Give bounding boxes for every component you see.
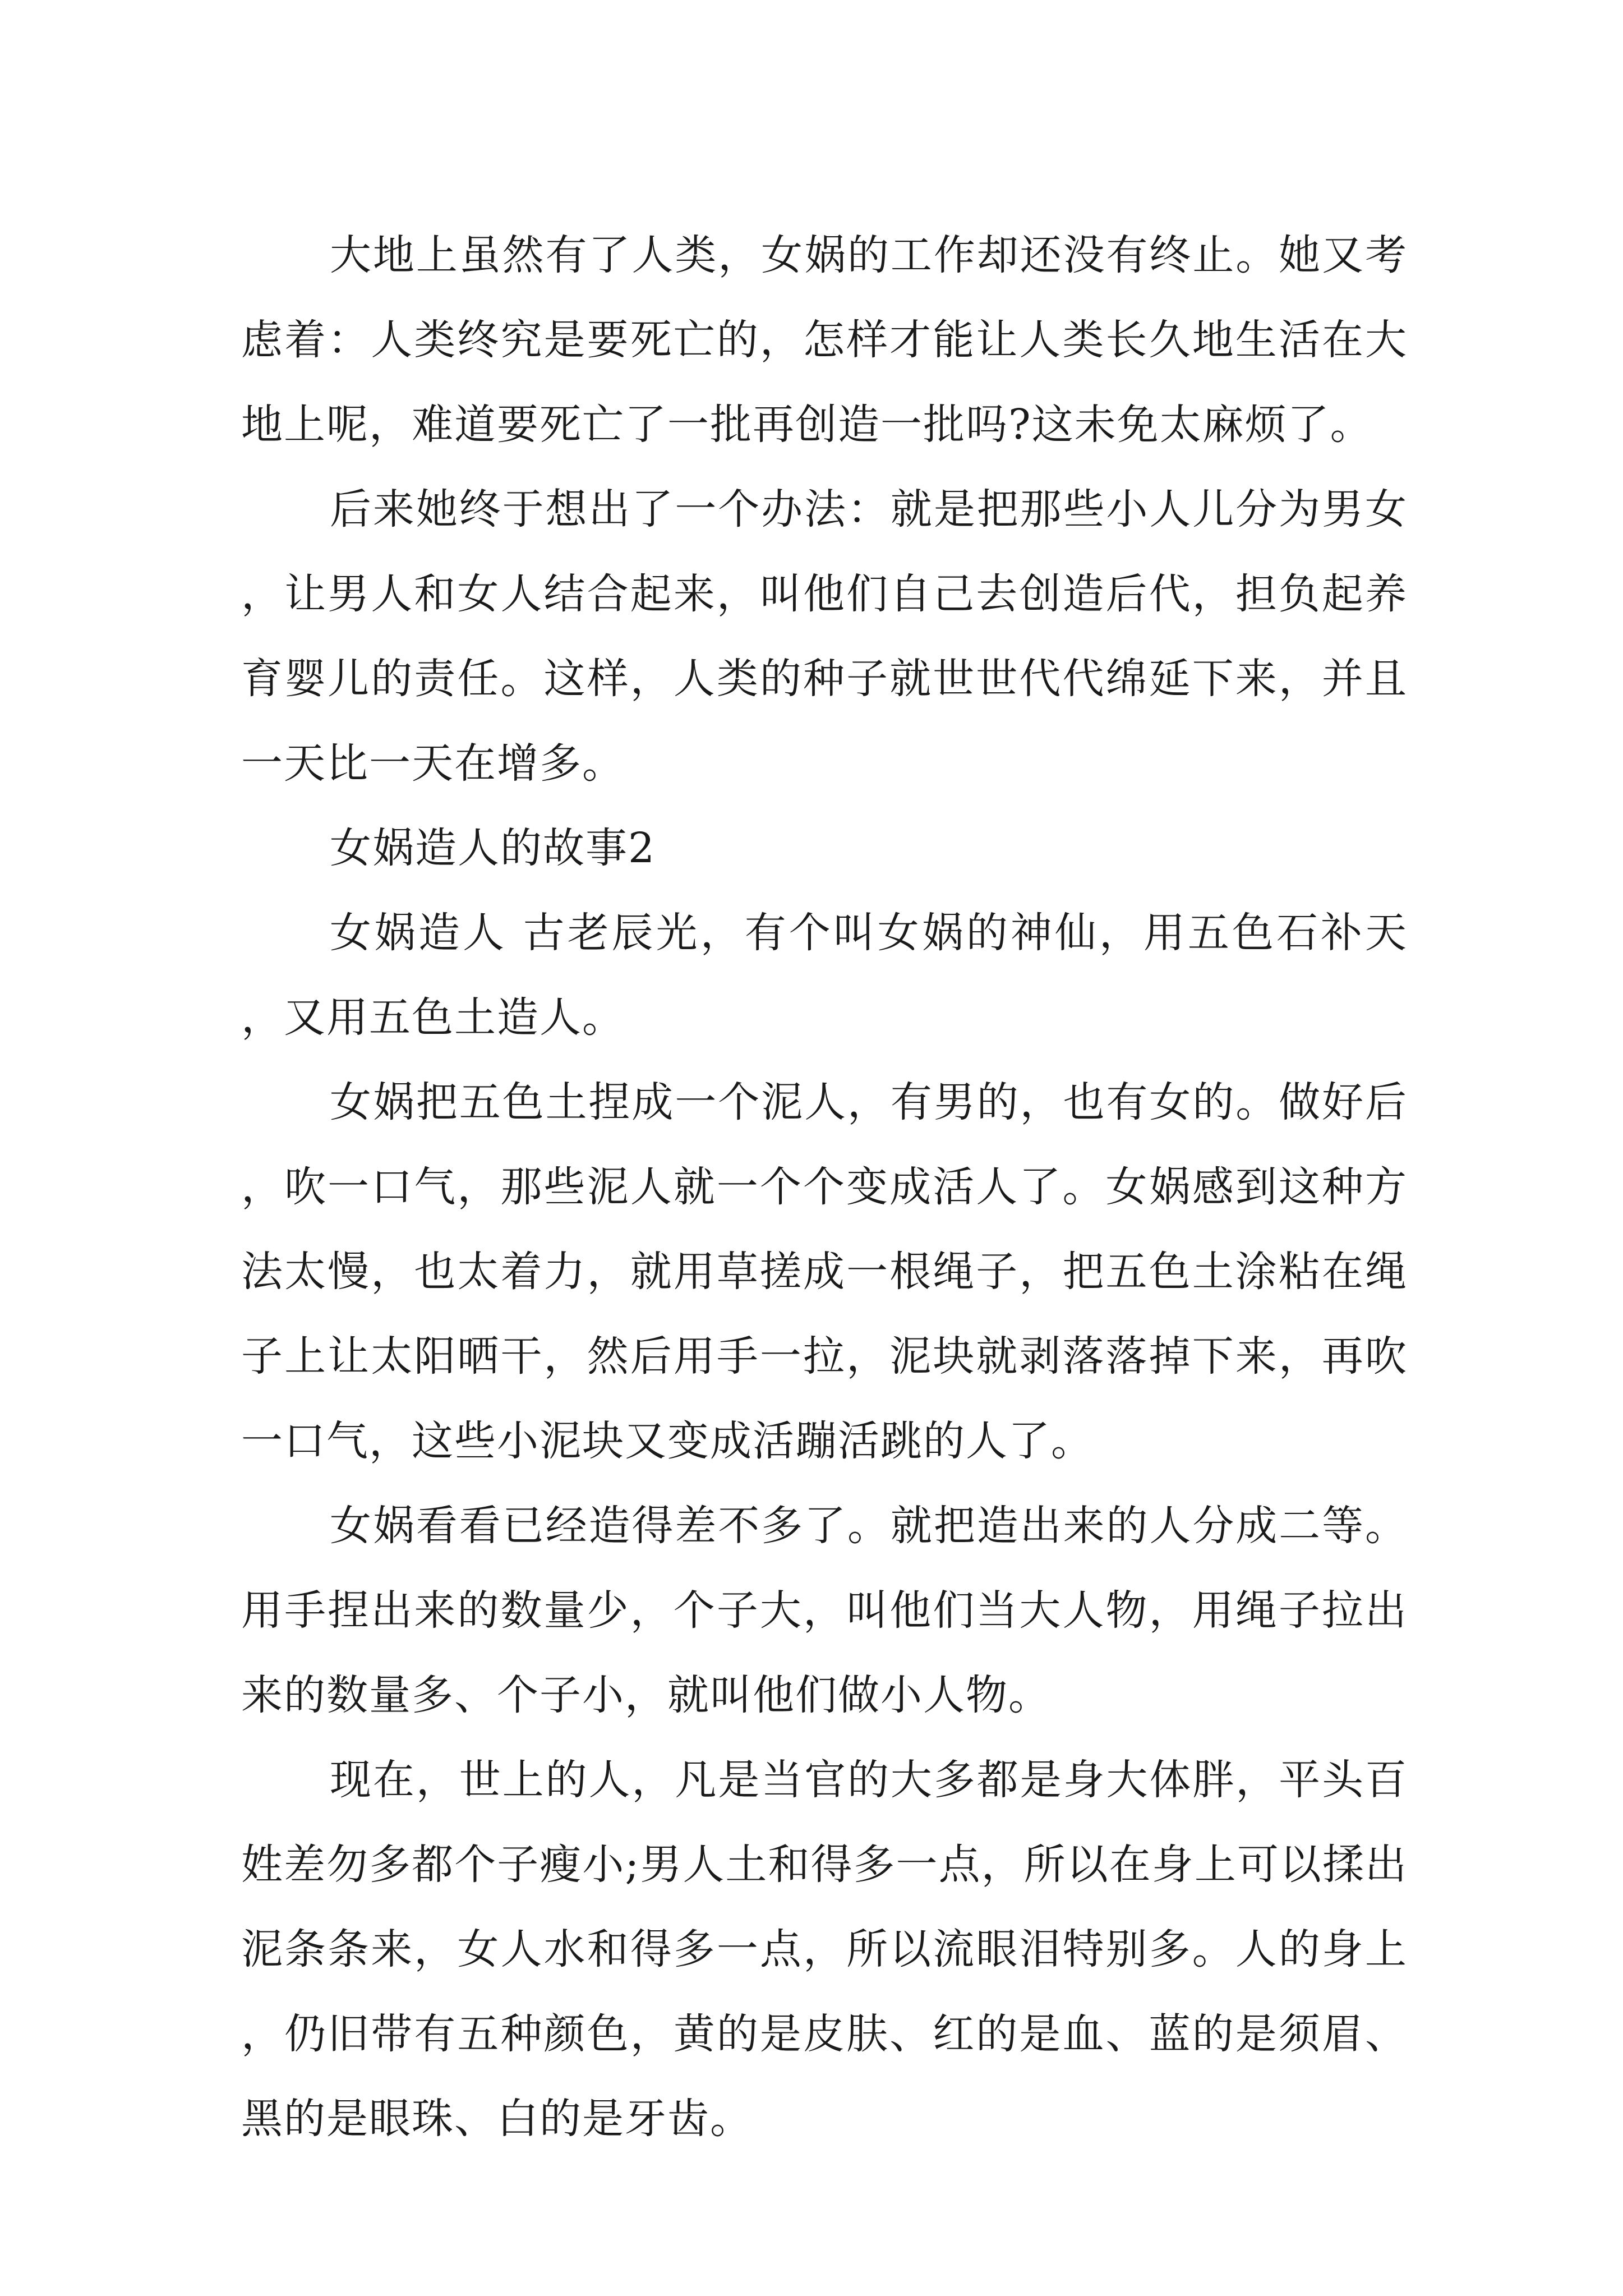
paragraph: 女娲把五色土捏成一个泥人，有男的，也有女的。做好后，吹一口气，那些泥人就一个个变成活人了。女娲感到这种方法太慢，也太着力，就用草搓成一根绳子，把五色土涂粘在绳子上让太阳晒干，然后用手一拉，泥块就剥落落掉下来，再吹一口气，这些小泥块又变成活蹦活跳的人了。 [241, 1078, 1408, 1465]
section-heading: 女娲造人的故事2 [330, 824, 656, 872]
body-text [241, 213, 1408, 2161]
paragraph: 现在，世上的人，凡是当官的大多都是身大体胖，平头百姓差勿多都个子瘦小;男人土和得多一点，所以在身上可以揉出泥条条来，女人水和得多一点，所以流眼泪特别多。人的身上，仍旧带有五种颜色，黄的是皮肤、红的是血、蓝的是须眉、黑的是眼珠、白的是牙齿。 [241, 1756, 1408, 2143]
paragraph: 女娲造人 古老辰光，有个叫女娲的神仙，用五色石补天，又用五色土造人。 [241, 909, 1408, 1042]
paragraph: 大地上虽然有了人类，女娲的工作却还没有终止。她又考虑着：人类终究是要死亡的，怎样才能让人类长久地生活在大地上呢，难道要死亡了一批再创造一批吗?这未免太麻烦了。 [241, 231, 1408, 449]
paragraph: 女娲看看已经造得差不多了。就把造出来的人分成二等。用手捏出来的数量少，个子大，叫他们当大人物，用绳子拉出来的数量多、个子小，就叫他们做小人物。 [241, 1502, 1408, 1719]
paragraph: 后来她终于想出了一个办法：就是把那些小人儿分为男女，让男人和女人结合起来，叫他们自己去创造后代，担负起养育婴儿的责任。这样，人类的种子就世世代代绵延下来，并且一天比一天在增多。 [241, 485, 1408, 788]
